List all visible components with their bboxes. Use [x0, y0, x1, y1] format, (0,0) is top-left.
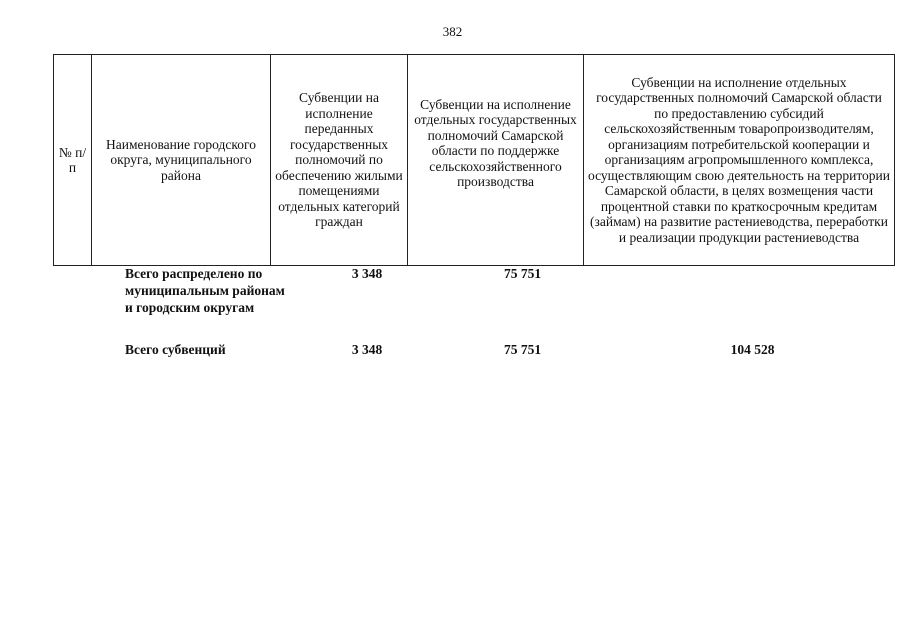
row-name: Всего субвенций — [125, 342, 226, 357]
row-value-interest — [610, 265, 895, 335]
header-subvention-agriculture — [408, 55, 584, 266]
table-row — [53, 335, 895, 358]
header-subvention-interest: Субвенции на исполнение отдельных государственных полномочий Самарской области по предоставлению субсидий сельскохозяйственным товаропроизводителям, организациям потребительской кооперации и организациям агропромышленного комплекса, осуществляющим свою деятельность на территории Самарской области, в целях возмещения части процентной ставки по краткосрочным кредитам (займам) на развитие растениеводства, переработки и реализации продукции растениеводства — [584, 55, 895, 266]
header-number: № п/п — [54, 55, 92, 266]
table-body — [53, 265, 895, 358]
row-value-housing: 3 348 — [351, 266, 383, 281]
header-subvention-agriculture-text: Субвенции на исполнение отдельных государственных полномочий Самарской области по поддержке сельскохозяйственного производства — [414, 96, 577, 189]
page-number: 382 — [442, 24, 463, 39]
header-subvention-housing: Субвенции на исполнение переданных государственных полномочий по обеспечению жилыми помещениями отдельных категорий граждан — [271, 55, 408, 266]
table-row — [53, 265, 895, 335]
row-number — [53, 335, 90, 358]
row-name: Всего распределено по муниципальным районам и городским округам — [125, 266, 285, 315]
row-value-housing: 3 348 — [351, 342, 383, 357]
header-row — [54, 55, 895, 266]
header-district-name: Наименование городского округа, муниципального района — [92, 55, 271, 266]
row-number — [53, 265, 90, 335]
table-header — [53, 54, 895, 266]
row-value-interest: 104 528 — [730, 342, 775, 357]
row-value-agriculture: 75 751 — [503, 342, 542, 357]
row-value-agriculture: 75 751 — [503, 266, 542, 281]
